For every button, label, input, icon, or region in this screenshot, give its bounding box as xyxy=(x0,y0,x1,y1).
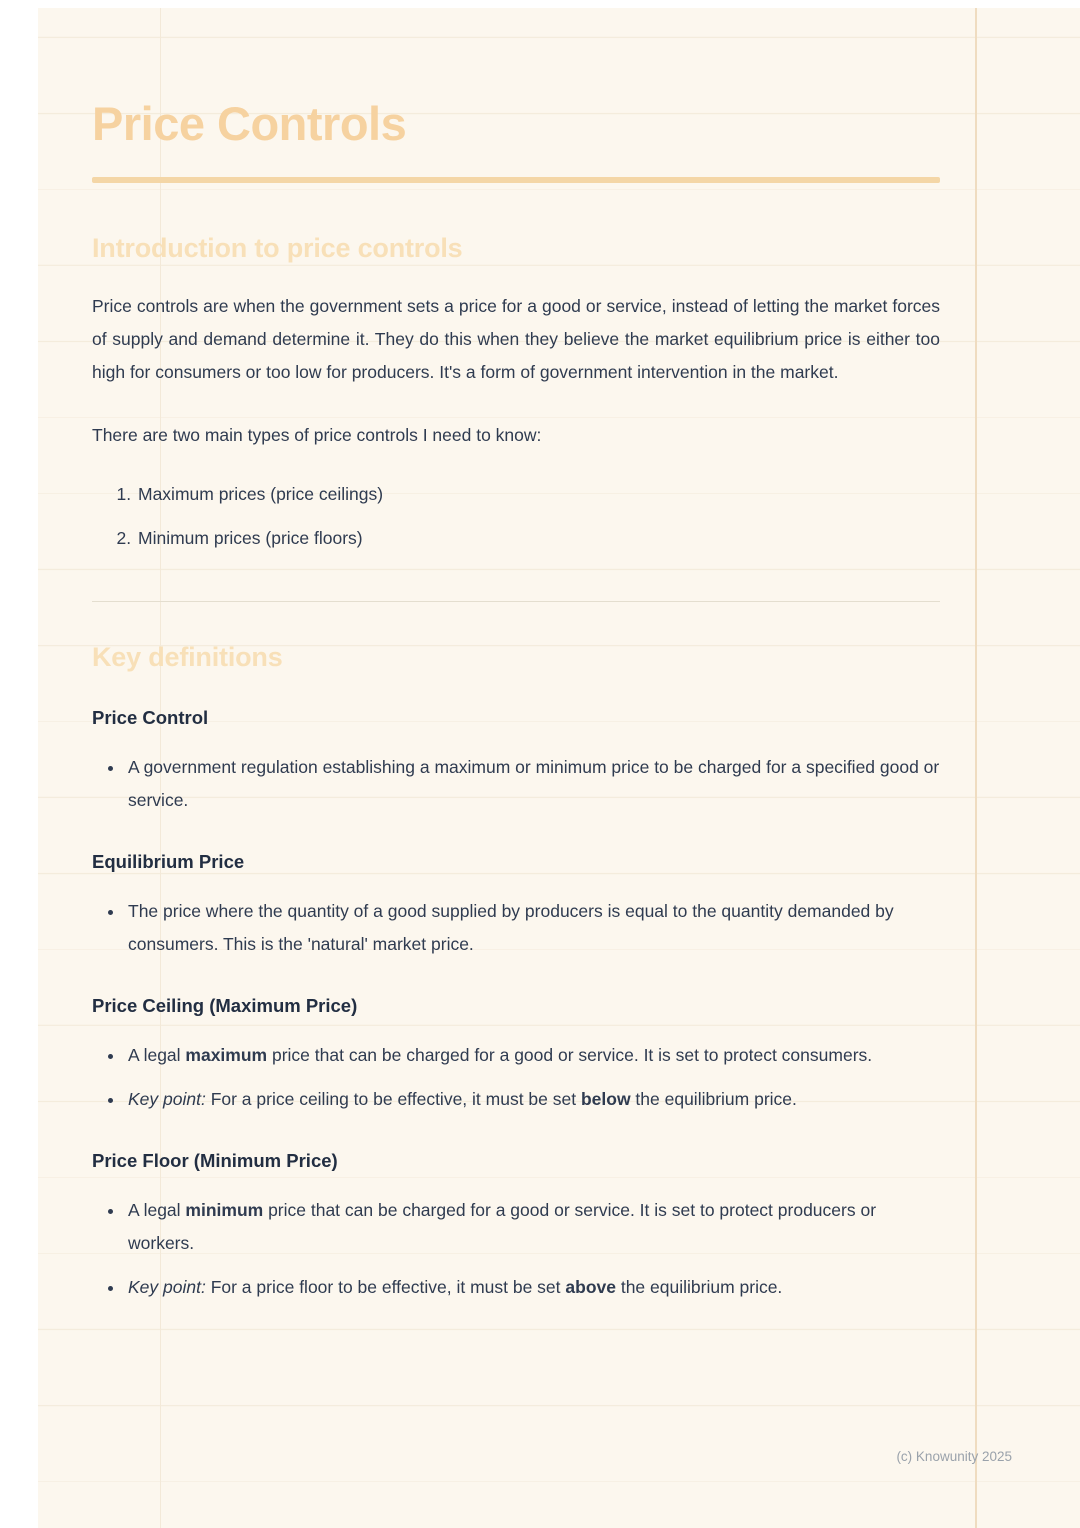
definition-bullets xyxy=(92,751,940,817)
definition-bullets xyxy=(92,1039,940,1116)
definition-term-equilibrium-price: Equilibrium Price xyxy=(92,851,245,872)
section-divider xyxy=(92,601,940,602)
list-item-maximum-prices: 1. Maximum prices (price ceilings) xyxy=(136,478,940,511)
definition-bullet: • A government regulation establishing a maximum or minimum price to be charged for a specified good or service. xyxy=(125,751,940,817)
intro-paragraph: Price controls are when the government sets a price for a good or service, instead of letting the market forces of supply and demand determine it. They do this when they believe the market equilibrium price is either too high for consumers or too low for producers. It's a form of government intervention in the market. xyxy=(92,296,940,382)
notebook-paper xyxy=(38,8,1080,1528)
page-title: Price Controls xyxy=(92,97,407,150)
definition-term-price-control: Price Control xyxy=(92,707,209,728)
section-key-definitions xyxy=(92,642,940,1304)
definition-term-price-ceiling: Price Ceiling (Maximum Price) xyxy=(92,995,358,1016)
definition-bullet: • Key point: For a price floor to be effective, it must be set above the equilibrium price. xyxy=(125,1271,940,1304)
title-underline xyxy=(92,177,940,183)
copyright: (c) Knowunity 2025 xyxy=(896,1449,1012,1464)
price-control-types-list xyxy=(92,478,940,555)
definition-bullet: • A legal minimum price that can be charged for a good or service. It is set to protect producers or workers. xyxy=(125,1194,940,1260)
list-item-minimum-prices: 2. Minimum prices (price floors) xyxy=(136,522,940,555)
definition-bullet: • A legal maximum price that can be charged for a good or service. It is set to protect consumers. xyxy=(125,1039,940,1072)
section-heading-key-definitions: Key definitions xyxy=(92,642,283,672)
document-content xyxy=(92,8,940,1315)
section-introduction xyxy=(92,233,940,555)
section-heading-introduction: Introduction to price controls xyxy=(92,233,463,263)
definition-bullet: • Key point: For a price ceiling to be effective, it must be set below the equilibrium price. xyxy=(125,1083,940,1116)
definition-bullet: • The price where the quantity of a good supplied by producers is equal to the quantity demanded by consumers. This is the 'natural' market price. xyxy=(125,895,940,961)
definition-term-price-floor: Price Floor (Minimum Price) xyxy=(92,1150,338,1171)
definition-bullets xyxy=(92,895,940,961)
intro-lead-in: There are two main types of price controls I need to know: xyxy=(92,425,542,445)
definition-bullets xyxy=(92,1194,940,1304)
